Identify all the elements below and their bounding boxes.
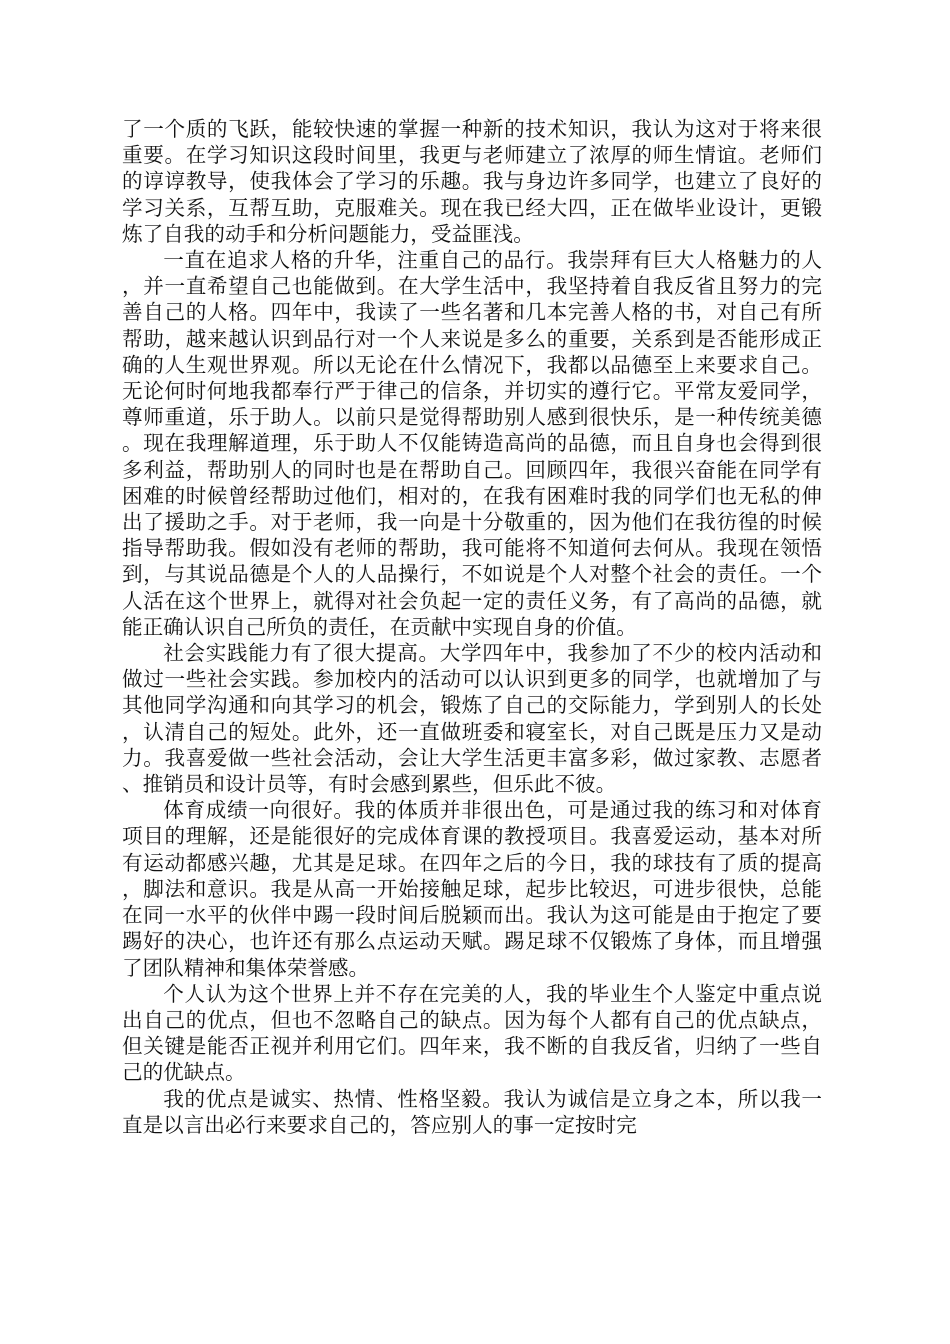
paragraph-character: 一直在追求人格的升华，注重自己的品行。我崇拜有巨大人格魅力的人，并一直希望自己也能做到。在大学生活中，我坚持着自我反省且努力的完善自己的人格。四年中，我读了一些名著和几本完善人格的书，对自己有所帮助，越来越认识到品行对一个人来说是多么的重要，关系到是否能形成正确的人生观世界观。所以无论在什么情况下，我都以品德至上来要求自己。无论何时何地我都奉行严于律己的信条，并切实的遵行它。平常友爱同学，尊师重道，乐于助人。以前只是觉得帮助别人感到很快乐，是一种传统美德。现在我理解道理，乐于助人不仅能铸造高尚的品德，而且自身也会得到很多利益，帮助别人的同时也是在帮助自己。回顾四年，我很兴奋能在同学有困难的时候曾经帮助过他们，相对的，在我有困难时我的同学们也无私的伸出了援助之手。对于老师，我一向是十分敬重的，因为他们在我彷徨的时候指导帮助我。假如没有老师的帮助，我可能将不知道何去何从。我现在领悟到，与其说品德是个人的人品操行，不如说是个人对整个社会的责任。一个人活在这个世界上，就得对社会负起一定的责任义务，有了高尚的品德，就能正确认识自己所负的责任，在贡献中实现自身的价值。 — [122, 248, 822, 639]
document-body — [122, 116, 822, 1138]
paragraph-strengths: 我的优点是诚实、热情、性格坚毅。我认为诚信是立身之本，所以我一直是以言出必行来要求自己的，答应别人的事一定按时完 — [122, 1086, 822, 1137]
paragraph-sports: 体育成绩一向很好。我的体质并非很出色，可是通过我的练习和对体育项目的理解，还是能很好的完成体育课的教授项目。我喜爱运动，基本对所有运动都感兴趣，尤其是足球。在四年之后的今日，我的球技有了质的提高，脚法和意识。我是从高一开始接触足球，起步比较迟，可进步很快，总能在同一水平的伙伴中踢一段时间后脱颖而出。我认为这可能是由于抱定了要踢好的决心，也许还有那么点运动天赋。踢足球不仅锻炼了身体，而且增强了团队精神和集体荣誉感。 — [122, 798, 822, 980]
paragraph-study: 了一个质的飞跃，能较快速的掌握一种新的技术知识，我认为这对于将来很重要。在学习知识这段时间里，我更与老师建立了浓厚的师生情谊。老师们的谆谆教导，使我体会了学习的乐趣。我与身边许多同学，也建立了良好的学习关系，互帮互助，克服难关。现在我已经大四，正在做毕业设计，更锻炼了自我的动手和分析问题能力，受益匪浅。 — [122, 117, 822, 246]
paragraph-self-assessment: 个人认为这个世界上并不存在完美的人，我的毕业生个人鉴定中重点说出自己的优点，但也不忽略自己的缺点。因为每个人都有自己的优点缺点，但关键是能否正视并利用它们。四年来，我不断的自我反省，归纳了一些自己的优缺点。 — [122, 981, 822, 1085]
paragraph-social-practice: 社会实践能力有了很大提高。大学四年中，我参加了不少的校内活动和做过一些社会实践。参加校内的活动可以认识到更多的同学，也就增加了与其他同学沟通和向其学习的机会，锻炼了自己的交际能力，学到别人的长处，认清自己的短处。此外，还一直做班委和寝室长，对自己既是压力又是动力。我喜爱做一些社会活动，会让大学生活更丰富多彩，做过家教、志愿者、推销员和设计员等，有时会感到累些，但乐此不彼。 — [122, 641, 822, 797]
